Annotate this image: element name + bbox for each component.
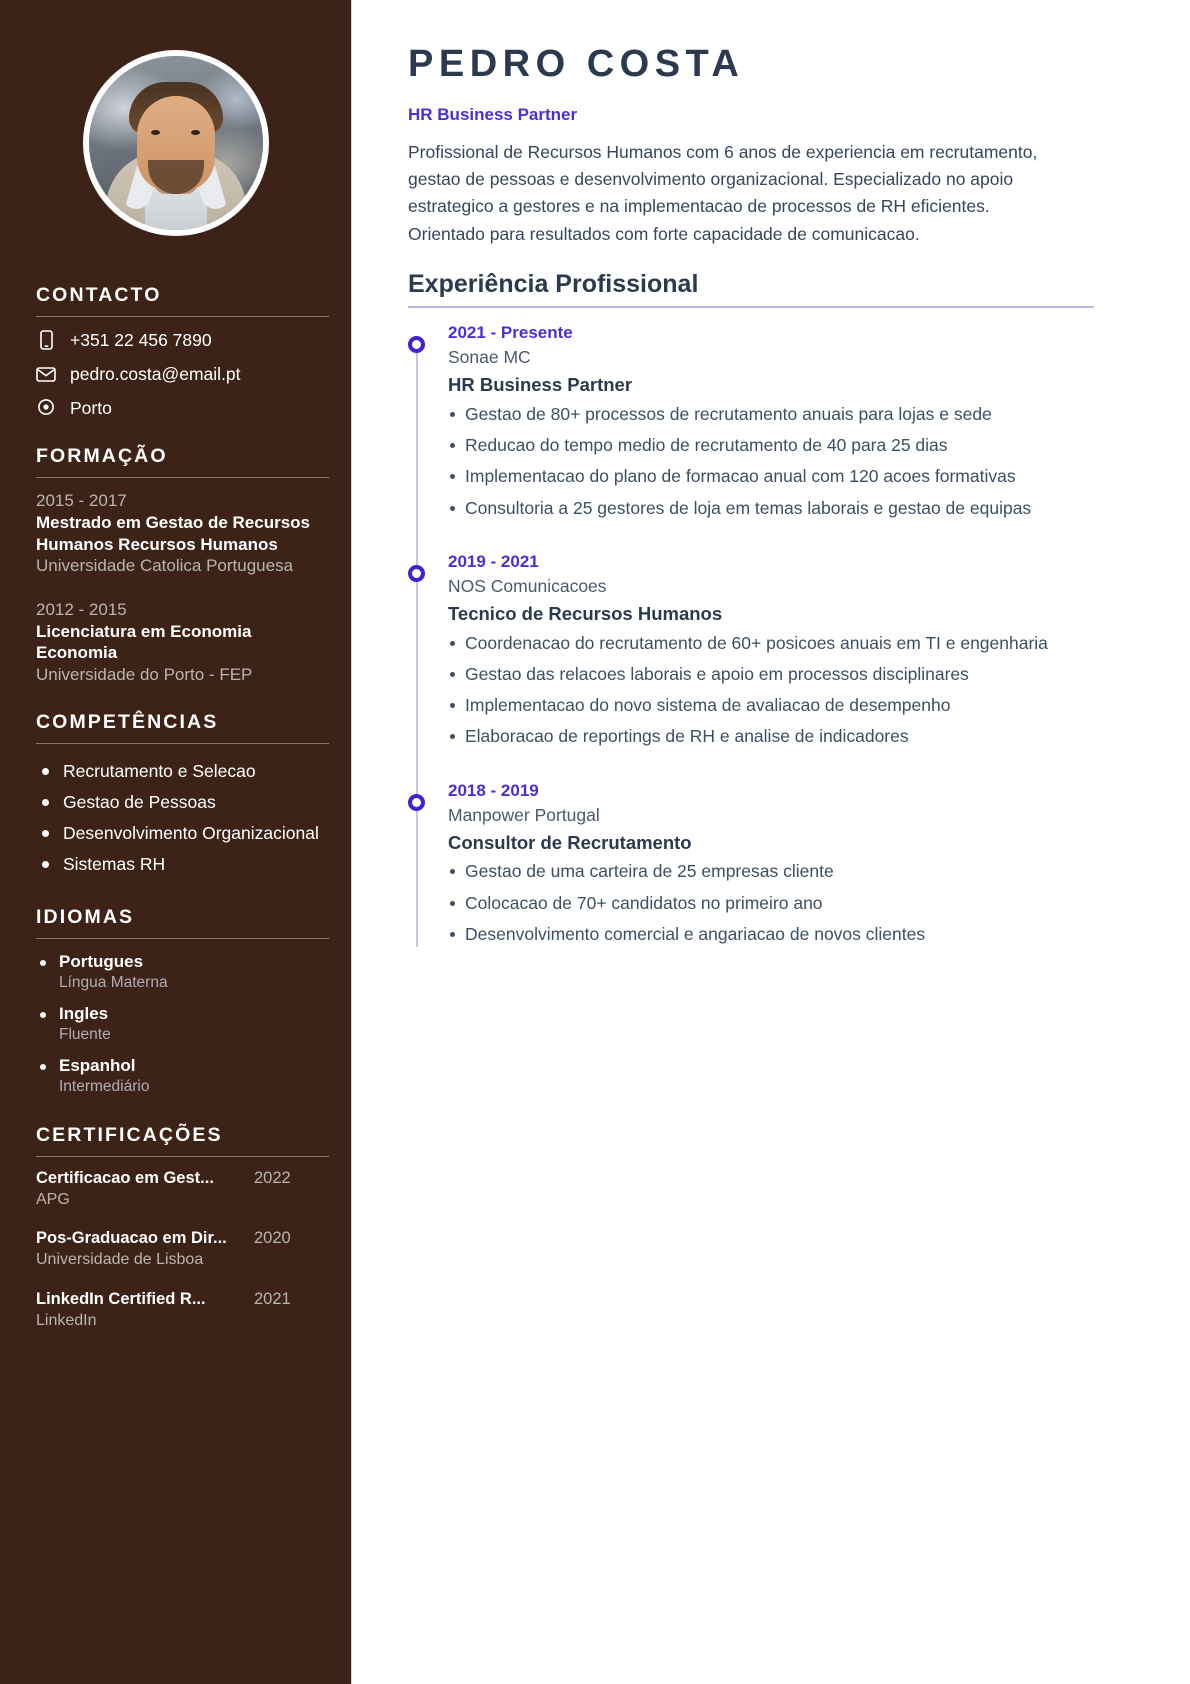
certification-name: LinkedIn Certified R... — [36, 1289, 206, 1308]
contact-location-row — [36, 397, 329, 419]
contact-location-value: Porto — [70, 397, 112, 418]
certification-header — [36, 1290, 329, 1309]
certification-item — [36, 1290, 329, 1332]
phone-icon — [36, 329, 56, 351]
languages-list — [36, 951, 329, 1098]
language-name: Portugues — [59, 951, 144, 971]
certification-item — [36, 1169, 329, 1211]
experience-company: NOS Comunicacoes — [448, 575, 607, 596]
experience-bullet: Consultoria a 25 gestores de loja em temas laborais e gestao de equipas — [448, 495, 1094, 521]
education-item — [36, 599, 329, 686]
timeline-dot-icon — [408, 565, 425, 582]
contact-email-row — [36, 363, 329, 385]
education-divider — [36, 477, 329, 478]
avatar — [83, 50, 269, 236]
main-content — [352, 0, 1190, 1684]
education-heading: FORMAÇÃO — [36, 445, 168, 467]
education-degree: Licenciatura em Economia Economia — [36, 621, 252, 663]
experience-section-title: Experiência Profissional — [408, 269, 699, 298]
experience-bullet: Gestao das relacoes laborais e apoio em processos disciplinares — [448, 661, 1094, 687]
timeline-dot-icon — [408, 336, 425, 353]
languages-heading: IDIOMAS — [36, 905, 135, 928]
experience-bullets — [448, 401, 1094, 521]
education-date: 2012 - 2015 — [36, 599, 127, 619]
skill-item: Recrutamento e Selecao — [36, 756, 329, 787]
language-level: Fluente — [59, 1025, 111, 1043]
experience-bullets — [448, 630, 1094, 750]
language-level: Língua Materna — [59, 973, 168, 991]
skills-divider — [36, 743, 329, 744]
skills-section — [36, 711, 329, 879]
profile-photo-wrap — [0, 0, 351, 236]
education-school: Universidade Catolica Portuguesa — [36, 555, 294, 575]
certifications-section — [36, 1124, 329, 1332]
contact-email-value: pedro.costa@email.pt — [70, 363, 241, 384]
certification-item — [36, 1229, 329, 1271]
experience-date: 2021 - Presente — [448, 322, 573, 342]
certification-name: Pos-Graduacao em Dir... — [36, 1229, 227, 1248]
experience-bullet: Coordenacao do recrutamento de 60+ posicoes anuais em TI e engenharia — [448, 630, 1094, 656]
contact-phone-value: +351 22 456 7890 — [70, 329, 212, 350]
photo-eye-left — [151, 130, 160, 135]
education-item — [36, 490, 329, 577]
certification-year: 2022 — [254, 1168, 291, 1187]
education-date: 2015 - 2017 — [36, 491, 127, 510]
experience-bullet: Gestao de 80+ processos de recrutamento anuais para lojas e sede — [448, 401, 1094, 427]
skill-item: Desenvolvimento Organizacional — [36, 818, 329, 849]
certification-issuer: APG — [36, 1190, 70, 1208]
experience-title: Consultor de Recrutamento — [448, 831, 692, 853]
experience-title-divider — [408, 306, 1094, 308]
certification-year: 2021 — [254, 1289, 291, 1308]
sidebar — [0, 0, 352, 1684]
language-item — [36, 951, 329, 994]
education-school: Universidade do Porto - FEP — [36, 664, 253, 684]
experience-date: 2019 - 2021 — [448, 551, 539, 571]
experience-bullet: Colocacao de 70+ candidatos no primeiro ano — [448, 890, 1094, 916]
experience-item — [448, 322, 1094, 521]
language-item — [36, 1003, 329, 1046]
certification-header — [36, 1169, 329, 1188]
certification-header — [36, 1229, 329, 1248]
skills-heading: COMPETÊNCIAS — [36, 711, 219, 734]
certification-name: Certificacao em Gest... — [36, 1168, 214, 1187]
contact-phone-row — [36, 329, 329, 351]
language-name: Ingles — [59, 1003, 109, 1023]
language-level: Intermediário — [59, 1077, 150, 1095]
experience-item — [448, 780, 1094, 948]
email-icon — [36, 363, 56, 385]
timeline-dot-icon — [408, 794, 425, 811]
languages-section — [36, 906, 329, 1098]
certifications-heading: CERTIFICAÇÕES — [36, 1123, 223, 1146]
languages-divider — [36, 938, 329, 939]
education-section — [36, 445, 329, 685]
experience-date: 2018 - 2019 — [448, 780, 539, 800]
certification-year: 2020 — [254, 1229, 291, 1248]
experience-title: Tecnico de Recursos Humanos — [448, 602, 723, 624]
experience-timeline — [408, 322, 1094, 947]
experience-bullets — [448, 858, 1094, 947]
experience-item — [448, 551, 1094, 750]
timeline-line — [416, 344, 418, 947]
language-item — [36, 1055, 329, 1098]
experience-bullet: Implementacao do plano de formacao anual com 120 acoes formativas — [448, 463, 1094, 489]
professional-summary: Profissional de Recursos Humanos com 6 anos de experiencia em recrutamento, gestao de pessoas e desenvolvimento organizacional. Especializado no apoio estrategico a gestores e na implementacao de processos de RH eficientes. Orientado para resultados com forte capacidade de comunicacao. — [408, 141, 1038, 244]
skills-list — [36, 756, 329, 879]
skill-item: Gestao de Pessoas — [36, 787, 329, 818]
experience-title: HR Business Partner — [448, 374, 633, 396]
experience-bullet: Reducao do tempo medio de recrutamento de 40 para 25 dias — [448, 432, 1094, 458]
page-title: PEDRO COSTA — [408, 43, 745, 85]
photo-eye-right — [191, 130, 200, 135]
contact-divider — [36, 316, 329, 317]
job-role-subtitle: HR Business Partner — [408, 104, 578, 124]
certification-issuer: LinkedIn — [36, 1311, 97, 1329]
contact-section — [36, 284, 329, 419]
experience-company: Sonae MC — [448, 346, 531, 367]
experience-company: Manpower Portugal — [448, 804, 600, 825]
experience-bullet: Elaboracao de reportings de RH e analise de indicadores — [448, 723, 1094, 749]
certifications-divider — [36, 1156, 329, 1157]
experience-bullet: Desenvolvimento comercial e angariacao de novos clientes — [448, 921, 1094, 947]
certification-issuer: Universidade de Lisboa — [36, 1251, 204, 1269]
experience-bullet: Implementacao do novo sistema de avaliacao de desempenho — [448, 692, 1094, 718]
experience-bullet: Gestao de uma carteira de 25 empresas cliente — [448, 858, 1094, 884]
sidebar-content — [0, 284, 351, 1331]
skill-item: Sistemas RH — [36, 849, 329, 880]
education-degree: Mestrado em Gestao de Recursos Humanos Recursos Humanos — [36, 513, 310, 554]
location-pin-icon — [36, 397, 56, 419]
contact-heading: CONTACTO — [36, 284, 162, 306]
language-name: Espanhol — [59, 1055, 136, 1075]
